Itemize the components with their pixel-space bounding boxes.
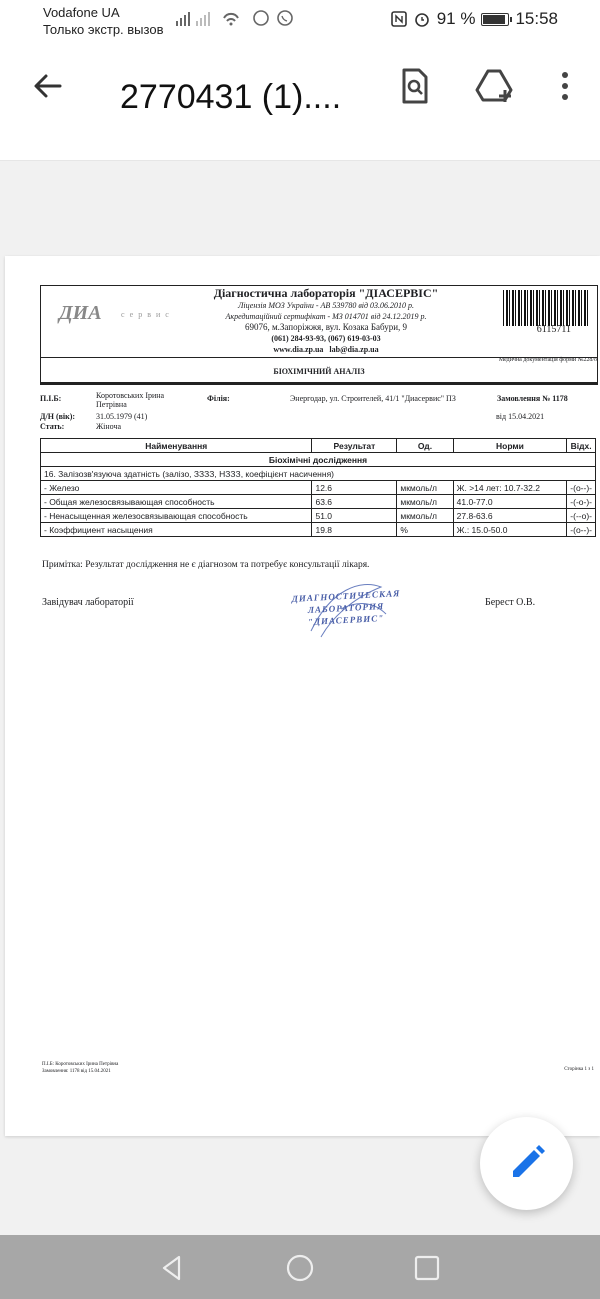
edit-fab-button[interactable] — [480, 1117, 573, 1210]
status-bar — [0, 0, 600, 44]
analysis-title: БІОХІМІЧНИЙ АНАЛІЗ — [273, 367, 365, 376]
header-name: Найменування — [41, 439, 312, 453]
title-row — [40, 357, 598, 385]
lab-address: 69076, м.Запоріжжя, вул. Козака Бабури, 9 — [244, 322, 408, 332]
med-doc-form: Медична документація форми №228/о — [498, 357, 597, 363]
whatsapp-icon — [276, 9, 294, 27]
row-deviation: -(о--)- — [567, 523, 596, 537]
alarm-icon — [413, 10, 431, 28]
sex-label: Стать: — [40, 422, 65, 431]
barcode-number: 6115711 — [536, 324, 571, 335]
row-unit: % — [397, 523, 453, 537]
lab-email: lab@dia.zp.ua — [329, 345, 379, 354]
row-result: 63.6 — [312, 495, 397, 509]
lab-info — [161, 286, 491, 355]
row-result: 12.6 — [312, 481, 397, 495]
header-deviation: Відх. — [567, 439, 596, 453]
name-label: П.І.Б: — [40, 394, 62, 403]
dob-value: 31.05.1979 (41) — [96, 412, 148, 421]
section-row — [41, 453, 596, 467]
emergency-only-label: Только экстр. вызов — [43, 22, 164, 37]
row-name: - Общая железосвязывающая способность — [41, 495, 312, 509]
battery-percent: 91 % — [436, 9, 476, 28]
status-icons — [176, 9, 294, 31]
header-result: Результат — [312, 439, 397, 453]
header-norms: Норми — [453, 439, 567, 453]
results-table — [40, 438, 596, 537]
order-number: Замовлення № 1178 — [497, 394, 568, 403]
pdf-page[interactable] — [5, 256, 600, 1136]
dob-label: Д/Н (вік): — [40, 412, 76, 421]
row-result: 51.0 — [312, 509, 397, 523]
stamp-line-3: "ДИАСЕРВИС" — [307, 613, 385, 627]
section-title: Біохімічні дослідження — [41, 453, 596, 467]
head-of-lab-label: Завідувач лабораторії — [42, 597, 134, 608]
back-arrow-icon[interactable] — [30, 68, 66, 104]
logo-subtext: сервис — [121, 310, 174, 319]
status-right — [391, 9, 558, 29]
row-name: - Железо — [41, 481, 312, 495]
row-name: - Ненасыщенная железосвязывающая способность — [41, 509, 312, 523]
row-deviation: -(о--)- — [567, 481, 596, 495]
footer-left — [42, 1061, 118, 1075]
table-row — [41, 495, 596, 509]
patient-name-line2: Петрівна — [96, 400, 127, 409]
footer-patient: П.І.Б: Коротовських Ірина Петрівна — [42, 1062, 119, 1067]
clock: 15:58 — [515, 9, 558, 28]
sex-value: Жіноча — [96, 422, 122, 431]
lab-accreditation: Акредитаційний сертифікат - МЗ 014701 від 24.12.2019 р. — [225, 312, 427, 321]
branch-value: Энергодар, ул. Строителей, 41/1 "Диасервис" ПЗ — [290, 394, 456, 403]
patient-name-line1: Коротовських Ірина — [96, 391, 165, 400]
signal-icon — [176, 9, 246, 27]
row-norm: 41.0-77.0 — [453, 495, 567, 509]
table-header-row — [41, 439, 596, 453]
lab-name: Діагностична лабораторія "ДІАСЕРВІС" — [213, 286, 439, 300]
page-number: Сторінка 1 з 1 — [564, 1067, 594, 1072]
row-unit: мкмоль/л — [397, 481, 453, 495]
row-unit: мкмоль/л — [397, 495, 453, 509]
nfc-icon — [391, 11, 407, 27]
patient-info — [40, 391, 596, 436]
row-norm: Ж. >14 лет: 10.7-32.2 — [453, 481, 567, 495]
table-row — [41, 509, 596, 523]
stamp-line-2: ЛАБОРАТОРИЯ — [307, 601, 385, 615]
document-title: 2770431 (1).... — [120, 78, 342, 116]
battery-icon — [481, 13, 509, 26]
add-to-drive-icon[interactable] — [474, 66, 514, 106]
signer-name: Берест О.В. — [485, 597, 536, 608]
group-row — [41, 467, 596, 481]
branch-label: Філія: — [207, 394, 230, 403]
carrier-info — [43, 4, 163, 38]
nav-recents-icon[interactable] — [410, 1251, 444, 1285]
row-deviation: -(--о)- — [567, 509, 596, 523]
viber-icon — [252, 9, 270, 27]
more-options-icon[interactable] — [545, 66, 585, 106]
row-name: - Коэффициент насыщения — [41, 523, 312, 537]
barcode — [503, 290, 589, 326]
note-text: Примітка: Результат дослідження не є діагнозом та потребує консультації лікаря. — [42, 560, 370, 570]
order-date: від 15.04.2021 — [496, 412, 545, 421]
lab-header — [40, 285, 598, 358]
logo-text: ДИА — [59, 302, 102, 324]
row-deviation: -(-о-)- — [567, 495, 596, 509]
lab-website: www.dia.zp.ua — [273, 345, 324, 354]
row-norm: Ж.: 15.0-50.0 — [453, 523, 567, 537]
row-norm: 27.8-63.6 — [453, 509, 567, 523]
nav-back-icon[interactable] — [155, 1251, 189, 1285]
lab-license: Ліцензія МОЗ України - АВ 539780 від 03.06.2010 р. — [237, 301, 415, 310]
stamp-line-1: ДИАГНОСТИЧЕСКАЯ — [291, 588, 401, 604]
table-row — [41, 481, 596, 495]
lab-stamp — [291, 579, 401, 641]
group-title: 16. Залізозв'язуюча здатність (залізо, ЗЗЗЗ, НЗЗЗ, коефіцієнт насичення) — [41, 467, 596, 481]
navigation-bar — [0, 1235, 600, 1299]
header-unit: Од. — [397, 439, 453, 453]
row-unit: мкмоль/л — [397, 509, 453, 523]
footer-order: Замовлення: 1178 від 15.04.2021 — [42, 1069, 111, 1074]
nav-home-icon[interactable] — [283, 1251, 317, 1285]
row-result: 19.8 — [312, 523, 397, 537]
pencil-icon — [480, 1117, 573, 1210]
table-row — [41, 523, 596, 537]
lab-phones: (061) 284-93-93, (067) 619-03-03 — [271, 334, 381, 343]
app-bar — [0, 44, 600, 161]
find-in-page-icon[interactable] — [395, 66, 435, 106]
carrier-name: Vodafone UA — [43, 5, 120, 20]
